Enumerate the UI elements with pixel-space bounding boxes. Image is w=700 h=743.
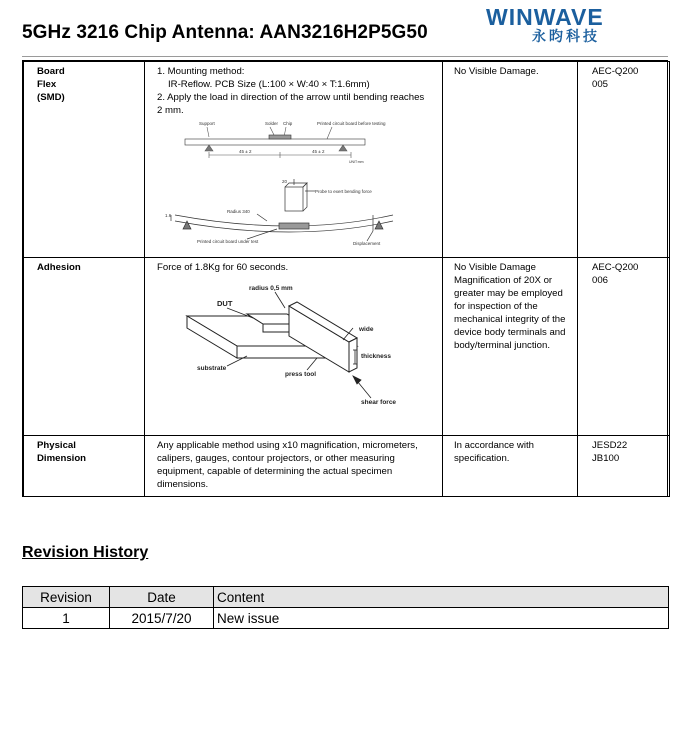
logo-wordmark: WINWAVE xyxy=(486,4,604,30)
wide-label: wide xyxy=(359,326,374,333)
test-name-cell: Adhesion xyxy=(24,258,145,436)
test-reference-cell: JESD22 JB100 xyxy=(578,436,670,497)
header-divider xyxy=(22,56,668,57)
content-cell: New issue xyxy=(214,608,669,629)
document-title: 5GHz 3216 Chip Antenna: AAN3216H2P5G50 xyxy=(22,22,428,43)
dim-20-label: 20 xyxy=(282,179,288,184)
company-logo xyxy=(486,4,686,46)
dim-16-label: 1.6 xyxy=(165,213,172,218)
dim-right-label: 45 ± 2 xyxy=(312,149,325,154)
date-column-header: Date xyxy=(110,587,214,608)
probe-label: Probe to exert bending force xyxy=(315,189,372,194)
test-name-cell: Physical Dimension xyxy=(24,436,145,497)
test-condition-cell: 1. Mounting method: IR-Reflow. PCB Size (L:100 × W:40 × T:1.6mm) 2. Apply the load in direction of the arrow until bending reaches 2 mm. Support Solder Chip Printed circuit board before testing 45 ± 2 45 ± 2 UNIT:mm 20 Probe to exert bending force Radius 340 1.6 Printed circuit board under test Displacement xyxy=(145,62,443,258)
table-row xyxy=(24,258,670,436)
table-row xyxy=(24,436,670,497)
test-condition-cell: Any applicable method using x10 magnification, micrometers, calipers, gauges, contour projectors, or other measuring equipment, capable of determining the actual specimen dimensions. xyxy=(145,436,443,497)
dim-left-label: 45 ± 2 xyxy=(239,149,252,154)
test-condition-cell: Force of 1.8Kg for 60 seconds. radius 0,5 mm DUT wide thickness substrate press tool shear force xyxy=(145,258,443,436)
test-reference-cell: AEC-Q200 006 xyxy=(578,258,670,436)
revision-column-header: Revision xyxy=(23,587,110,608)
content-column-header: Content xyxy=(214,587,669,608)
table-row xyxy=(24,62,670,258)
support-label: Support xyxy=(199,121,215,126)
chip-label: Chip xyxy=(283,121,293,126)
revision-header-row xyxy=(23,587,669,608)
board-flex-diagram xyxy=(157,119,443,252)
solder-label: Solder xyxy=(265,121,279,126)
test-table xyxy=(22,60,668,497)
test-name-cell: Board Flex (SMD) xyxy=(24,62,145,258)
radius-label: radius 0,5 mm xyxy=(249,285,293,292)
shear-force-label: shear force xyxy=(361,399,397,406)
date-cell: 2015/7/20 xyxy=(110,608,214,629)
adhesion-diagram xyxy=(157,276,443,426)
table-row xyxy=(23,608,669,629)
test-reference-cell: AEC-Q200 005 xyxy=(578,62,670,258)
test-requirement-cell: No Visible Damage. xyxy=(443,62,578,258)
thickness-label: thickness xyxy=(361,353,391,360)
dut-label: DUT xyxy=(217,299,233,308)
pcb-before-label: Printed circuit board before testing xyxy=(317,121,386,126)
test-requirement-cell: No Visible Damage Magnification of 20X or greater may be employed for inspection of the mechanical integrity of the device body terminals and body/terminal junction. xyxy=(443,258,578,436)
unit-label: UNIT:mm xyxy=(349,160,364,164)
revision-history-title: Revision History xyxy=(22,544,149,561)
logo-chinese-name: 永昀科技 xyxy=(532,28,600,44)
pcb-under-label: Printed circuit board under test xyxy=(197,239,259,244)
substrate-label: substrate xyxy=(197,365,227,372)
radius-label: Radius 340 xyxy=(227,209,250,214)
revision-cell: 1 xyxy=(23,608,110,629)
test-requirement-cell: In accordance with specification. xyxy=(443,436,578,497)
press-tool-label: press tool xyxy=(285,371,317,378)
displacement-label: Displacement xyxy=(353,241,381,246)
revision-table xyxy=(22,586,669,629)
